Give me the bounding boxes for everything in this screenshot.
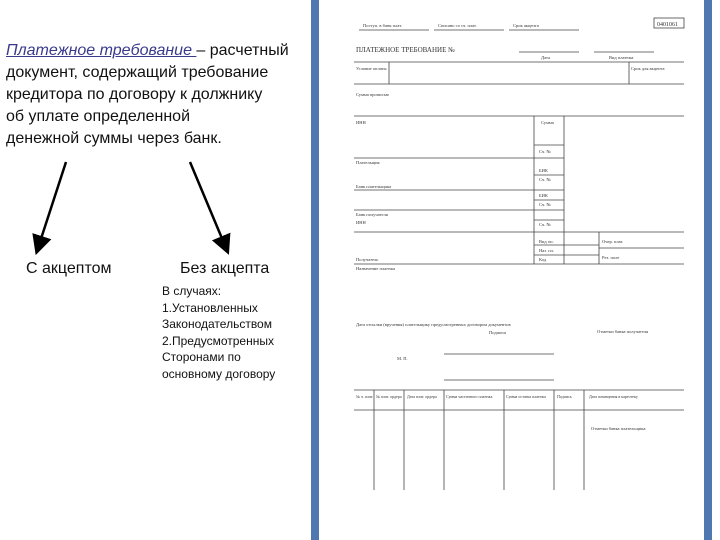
- form-table-header: № ч. плат.: [356, 394, 374, 399]
- form-header-cell: Списано со сч. плат.: [438, 23, 477, 28]
- form-signature-label: Подписи: [489, 330, 506, 335]
- form-left-label: Сумма прописью: [356, 92, 390, 97]
- left-blue-border: [311, 0, 319, 540]
- arrow-right: [190, 162, 226, 248]
- form-table-header: Дата плат. ордера: [407, 394, 437, 399]
- cases-item: Законодательством: [162, 317, 272, 331]
- cases-item: 2.Предусмотренных: [162, 333, 274, 348]
- form-bottom-stamp: Отметки банка плательщика: [591, 426, 646, 431]
- form-left-label: ИНН: [356, 220, 366, 225]
- form-side-label: Срок для акцепта: [631, 66, 665, 71]
- form-right-label: Сумма: [541, 120, 554, 125]
- form-stamp-label: Отметки банка получателя: [597, 329, 649, 334]
- definition-line: кредитора по договору к должнику: [6, 86, 263, 103]
- payment-request-form-image: [319, 0, 704, 540]
- form-right-label: Вид оп.: [539, 239, 554, 244]
- form-right-label: Код: [539, 257, 547, 262]
- form-table-header: Сумма остатка платежа: [506, 394, 546, 399]
- definition-line: документ, содержащий требование: [6, 64, 269, 81]
- definition-line: денежной суммы через банк.: [6, 130, 222, 147]
- form-table-header: Сумма частичного платежа: [446, 394, 493, 399]
- form-payment-type: Вид платежа: [609, 55, 634, 60]
- definition-term: Платежное требование: [6, 42, 197, 59]
- cases-item: 1.Установленных: [162, 300, 258, 315]
- definition-first-line: [6, 40, 311, 62]
- form-header-cell: Поступ. в банк плат.: [363, 23, 402, 28]
- form-side-label: Рез. поле: [602, 255, 620, 260]
- arrow-left: [38, 162, 66, 248]
- form-table-header: Подпись: [557, 394, 572, 399]
- form-right-label: БИК: [539, 168, 548, 173]
- form-right-label: Сч. №: [539, 149, 551, 154]
- form-right-label: Наз. пл.: [539, 248, 555, 253]
- cases-item: В случаях:: [162, 284, 222, 298]
- form-left-label: Банк получателя: [356, 212, 388, 217]
- right-blue-border: [704, 0, 712, 540]
- form-title: ПЛАТЕЖНОЕ ТРЕБОВАНИЕ №: [356, 46, 455, 54]
- form-drawing: [319, 0, 704, 540]
- form-side-label: Очер. плат.: [602, 239, 624, 244]
- form-right-label: Сч. №: [539, 202, 551, 207]
- form-bottom-text: Дата отсылки (вручения) плательщику предусмотренных договором документов: [356, 322, 511, 327]
- form-right-label: Сч. №: [539, 222, 551, 227]
- cases-item: основному договору: [162, 366, 276, 381]
- branch-arrows: [0, 150, 300, 260]
- without-acceptance-label: Без акцепта: [180, 260, 270, 277]
- cases-item: Сторонами по: [162, 350, 241, 364]
- form-left-label: Условие оплаты: [356, 66, 387, 71]
- form-right-label: БИК: [539, 193, 548, 198]
- form-left-label: Назначение платежа: [356, 266, 396, 271]
- form-left-label: Плательщик: [356, 160, 380, 165]
- with-acceptance-label: С акцептом: [26, 260, 112, 277]
- form-left-label: Банк плательщика: [356, 184, 392, 189]
- form-mp-label: М. П.: [397, 356, 408, 361]
- form-date-label: Дата: [541, 55, 550, 60]
- form-code: 0401061: [657, 22, 678, 28]
- form-left-label: ИНН: [356, 120, 366, 125]
- form-table-header: Дата помещения в картотеку: [589, 394, 638, 399]
- form-header-cell: Срок акцепта: [513, 23, 539, 28]
- form-right-label: Сч. №: [539, 177, 551, 182]
- cases-list: [162, 283, 312, 382]
- definition-rest: – расчетный: [196, 42, 289, 59]
- definition-line: об уплате определенной: [6, 108, 190, 125]
- form-table-header: № плат. ордера: [376, 394, 402, 399]
- definition-text: [6, 40, 311, 150]
- form-left-label: Получатель: [356, 257, 379, 262]
